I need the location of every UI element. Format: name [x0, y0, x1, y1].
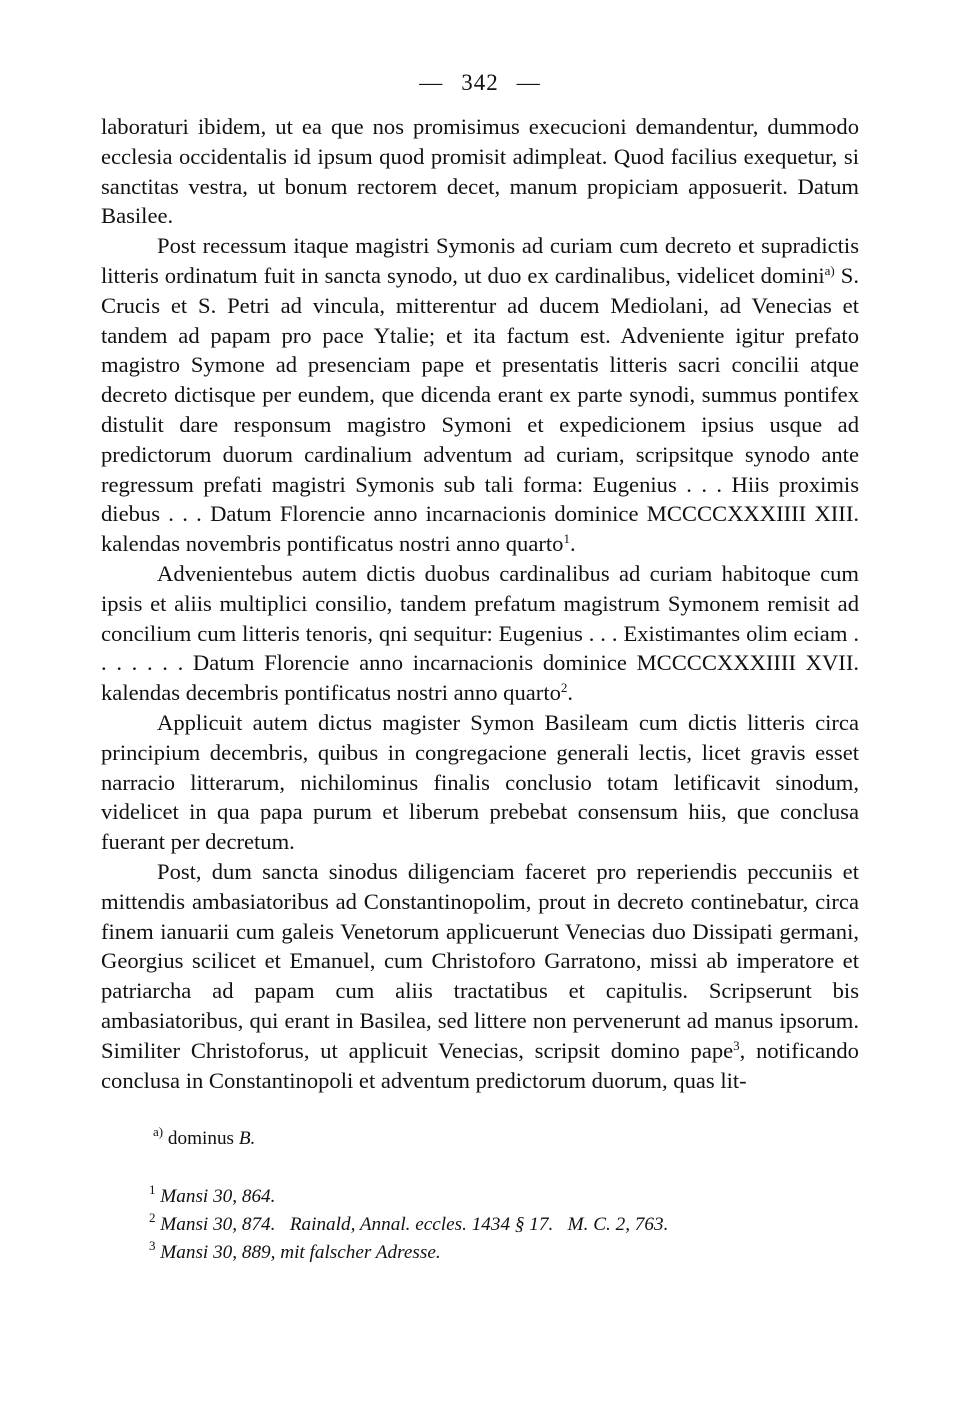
footnote-2	[149, 1211, 859, 1239]
footnote-ref-3: 3	[733, 1037, 740, 1053]
paragraph-5-text-b: , notificando conclusa in Constantinopoli et adventum predictorum duorum, quas lit-	[101, 1037, 859, 1093]
footnote-ref-2: 2	[560, 680, 568, 696]
paragraph-3-text: Advenientebus autem dictis duobus cardinalibus ad curiam habitoque cum ipsis et aliis multiplici consilio, tandem prefatum magistrum Symonem remisit ad concilium cum litteris tenoris, qni sequitur: Eugenius . . . Existimantes olim eciam . . . . . . . Datum Florencie anno incarnacionis dominice MCCCCXXXIIII XVII. kalendas decembris pontificatus nostri anno quarto	[101, 560, 859, 706]
paragraph-2-text-a: Post recessum itaque magistri Symonis ad curiam cum decreto et supradictis litteris ordinatum fuit in sancta synodo, ut duo ex cardinalibus, videlicet domini	[101, 233, 859, 288]
footnote-1-number: 1	[149, 1182, 156, 1198]
paragraph-3	[101, 559, 859, 708]
main-text	[101, 112, 859, 1095]
header-dash-right: —	[516, 70, 541, 95]
footnote-3	[149, 1239, 859, 1267]
footnotes	[101, 1125, 859, 1267]
footnote-a	[153, 1125, 859, 1153]
footnote-ref-1: 1	[563, 531, 570, 547]
page-number: 342	[461, 70, 499, 95]
footnote-a-text: dominus	[167, 1128, 235, 1150]
footnote-1	[149, 1183, 859, 1211]
paragraph-2-text-b: S. Crucis et S. Petri ad vincula, mitterentur ad ducem Mediolani, ad Venecias et tandem ad papam pro pace Ytalie; et ita factum est. Adveniente igitur prefato magistro Symone ad presenciam pape et presentatis litteris sacri concilii atque decreto dictisque per eundem, que dicenda erant ex parte synodi, summus pontifex distulit dare responsum magistro Symoni et expedicionem ipsius usque ad predictorum duorum cardinalium adventum ad curiam, scripsitque synodo ante regressum prefati magistri Symonis sub tali forma: Eugenius . . . Hiis proximis diebus . . . Datum Florencie anno incarnacionis dominice MCCCCXXXIIII XIII. kalendas novembris pontificatus nostri anno quarto	[101, 262, 859, 557]
paragraph-1: laboraturi ibidem, ut ea que nos promisimus execucioni demandentur, dummodo ecclesia occidentalis id ipsum quod promisit adimpleat. Quod facilius exequetur, si sanctitas vestra, ut bonum rectorem decet, manum propiciam apposuerit. Datum Basilee.	[101, 114, 859, 229]
page-header	[101, 70, 859, 96]
footnote-2-text: Mansi 30, 874. Rainald, Annal. eccles. 1434 § 17. M. C. 2, 763.	[160, 1214, 669, 1236]
document-page	[101, 70, 859, 1267]
footnote-1-text: Mansi 30, 864.	[160, 1186, 276, 1208]
paragraph-4: Applicuit autem dictus magister Symon Basileam cum dictis litteris circa principium decembris, quibus in congregacione generali lectis, licet gravis esset narracio litterarum, nichilominus finalis conclusio totam letificavit sinodum, videlicet in qua papa purum et liberum prebebat consensum hiis, que conclusa fuerant per decretum.	[101, 709, 859, 855]
footnote-2-number: 2	[149, 1210, 156, 1226]
paragraph-3-end: .	[567, 680, 574, 706]
header-dash-left: —	[419, 70, 444, 95]
footnote-mark-a: a)	[824, 262, 835, 278]
paragraph-5	[101, 857, 859, 1095]
paragraph-5-text-a: Post, dum sancta sinodus diligenciam faceret pro reperiendis peccuniis et mittendis ambasiatoribus ad Constantinopolim, prout in decreto continebatur, circa finem ianuarii cum galeis Venetorum applicuerunt Venecias duo Dissipati germani, Georgius scilicet et Emanuel, cum Christoforo Garratono, missi ab imperatore et patriarcha ad papam cum aliis tractatibus et capitulis. Scripserunt bis ambasiatoribus, qui erant in Basilea, sed littere non pervenerunt ad manus ipsorum. Similiter Christoforus, ut applicuit Venecias, scripsit domino pape	[101, 858, 859, 1063]
footnote-3-number: 3	[149, 1238, 156, 1254]
paragraph-2	[101, 231, 859, 559]
footnote-a-sigil: B.	[238, 1128, 256, 1150]
footnote-3-text: Mansi 30, 889, mit falscher Adresse.	[160, 1242, 441, 1264]
paragraph-2-end: .	[569, 531, 576, 557]
footnote-a-mark: a)	[153, 1124, 164, 1140]
